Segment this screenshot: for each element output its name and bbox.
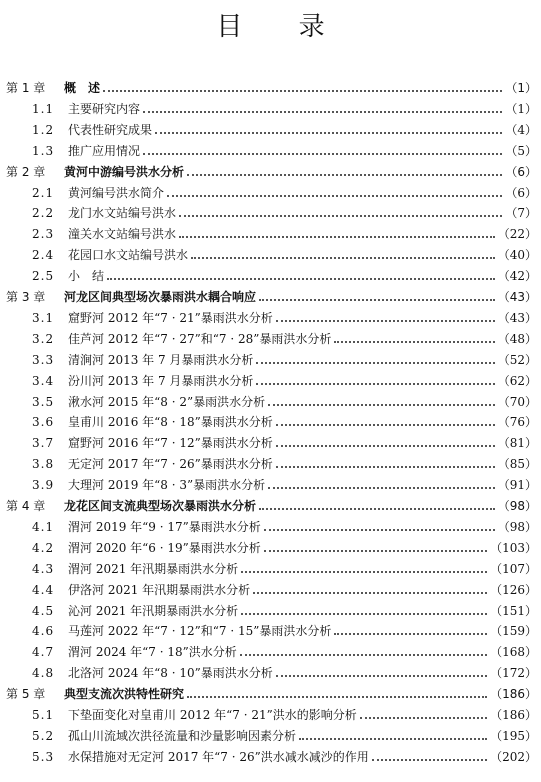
toc-page-number: （107） <box>490 561 537 576</box>
toc-section-row <box>0 747 541 768</box>
toc-section-row <box>0 350 541 371</box>
toc-entry-number: 3.5 <box>32 394 55 409</box>
dot-leader <box>155 131 502 134</box>
toc-entry-title: 渭河 2020 年“6 · 19”暴雨洪水分析 <box>68 540 261 555</box>
toc-page-number: （6） <box>505 185 537 200</box>
toc-entry-title: 河龙区间典型场次暴雨洪水耦合响应 <box>64 290 257 304</box>
toc-entry-number: 4.8 <box>32 666 55 681</box>
toc-entry-number: 3.2 <box>32 331 55 346</box>
toc-entry-number: 4.5 <box>32 603 55 618</box>
toc-page-number: （202） <box>490 749 537 764</box>
toc-entry-number: 3.4 <box>32 373 55 388</box>
toc-entry-number: 1.1 <box>32 101 55 116</box>
dot-leader <box>276 423 495 426</box>
toc-entry-title: 窟野河 2012 年“7 · 21”暴雨洪水分析 <box>68 310 273 325</box>
toc-section-row <box>0 559 541 580</box>
toc-section-row <box>0 580 541 601</box>
toc-entry-title: 代表性研究成果 <box>68 122 153 137</box>
toc-entry-title: 龙花区间支流典型场次暴雨洪水分析 <box>64 499 257 513</box>
toc-entry-title: 龙门水文站编号洪水 <box>68 206 177 221</box>
toc-page-number: （126） <box>490 582 537 597</box>
toc-entry-number: 5.1 <box>32 708 55 722</box>
dot-leader <box>253 591 487 594</box>
toc-chapter-row <box>0 162 541 183</box>
toc-entry-number: 2.5 <box>32 269 55 284</box>
dot-leader <box>241 570 487 573</box>
toc-chapter-row <box>0 684 541 705</box>
toc-entry-title: 潼关水文站编号洪水 <box>68 227 177 242</box>
toc-page-number: （43） <box>497 310 537 325</box>
toc-section-row <box>0 224 541 245</box>
toc-entry-number: 4.3 <box>32 561 55 576</box>
toc-entry-title: 马莲河 2022 年“7 · 12”和“7 · 15”暴雨洪水分析 <box>68 624 332 639</box>
dot-leader <box>103 89 502 92</box>
toc-chapter-row <box>0 78 541 99</box>
dot-leader <box>241 612 487 615</box>
toc-section-row <box>0 183 541 204</box>
toc-page-number: （91） <box>497 478 537 493</box>
dot-leader <box>334 340 494 343</box>
toc-page-number: （42） <box>497 269 537 284</box>
toc-entry-number: 4.4 <box>32 582 55 597</box>
page-title: 目 录 <box>216 12 349 42</box>
toc-entry-title: 花园口水文站编号洪水 <box>68 248 189 263</box>
toc-entry-title: 黄河编号洪水简介 <box>68 185 165 200</box>
toc-entry-title: 概 述 <box>64 81 101 95</box>
dot-leader <box>187 173 502 176</box>
toc-page-number: （103） <box>490 540 537 555</box>
toc-entry-number: 3.9 <box>32 478 55 493</box>
toc-entry-title: 黄河中游编号洪水分析 <box>64 164 185 179</box>
dot-leader <box>276 444 495 447</box>
toc-section-row <box>0 120 541 141</box>
toc-page-number: （76） <box>497 415 537 430</box>
dot-leader <box>259 298 495 301</box>
toc-entry-number: 1.3 <box>32 143 55 158</box>
toc-page-number: （186） <box>490 708 537 722</box>
toc-entry-title: 窟野河 2016 年“7 · 12”暴雨洪水分析 <box>68 436 273 451</box>
toc-section-row <box>0 412 541 433</box>
dot-leader <box>240 653 487 656</box>
toc-page-number: （1） <box>505 81 537 95</box>
toc-entry-number: 4.7 <box>32 645 55 660</box>
toc-entry-number: 2.3 <box>32 227 55 242</box>
toc-entry-title: 水保措施对无定河 2017 年“7 · 26”洪水减水减沙的作用 <box>68 749 369 764</box>
toc-entry-number: 3.1 <box>32 310 55 325</box>
dot-leader <box>179 214 502 217</box>
toc-page-number: （43） <box>497 290 537 304</box>
toc-section-row <box>0 663 541 684</box>
toc-entry-title: 下垫面变化对皇甫川 2012 年“7 · 21”洪水的影响分析 <box>68 708 357 722</box>
dot-leader <box>264 549 487 552</box>
toc-page-number: （22） <box>497 227 537 242</box>
toc-entry-number: 2.2 <box>32 206 55 221</box>
toc-entry-title: 孤山川流域次洪径流量和沙量影响因素分析 <box>68 728 297 743</box>
toc-entry-number: 第 4 章 <box>6 499 46 513</box>
toc-entry-number: 4.6 <box>32 624 55 639</box>
toc-entry-number: 5.3 <box>32 749 55 764</box>
toc-entry-number: 第 3 章 <box>6 290 46 304</box>
dot-leader <box>276 319 495 322</box>
toc-section-row <box>0 245 541 266</box>
toc-entry-number: 2.1 <box>32 185 55 200</box>
toc-page-number: （186） <box>490 687 537 702</box>
toc-section-row <box>0 726 541 747</box>
toc-page-number: （159） <box>490 624 537 639</box>
toc-entry-number: 1.2 <box>32 122 55 137</box>
dot-leader <box>107 277 495 280</box>
toc-entry-title: 湫水河 2015 年“8 · 2”暴雨洪水分析 <box>68 394 266 409</box>
toc-section-row <box>0 99 541 120</box>
toc-page-number: （4） <box>505 122 537 137</box>
toc-page-number: （70） <box>497 394 537 409</box>
toc-page-number: （151） <box>490 603 537 618</box>
toc-section-row <box>0 642 541 663</box>
toc-entry-number: 3.8 <box>32 457 55 472</box>
dot-leader <box>276 465 495 468</box>
dot-leader <box>191 256 495 259</box>
toc-page-number: （5） <box>505 143 537 158</box>
toc-entry-title: 主要研究内容 <box>68 101 141 116</box>
toc-entry-title: 汾川河 2013 年 7 月暴雨洪水分析 <box>68 373 254 388</box>
toc-entry-number: 4.1 <box>32 519 55 534</box>
dot-leader <box>143 110 502 113</box>
toc-entry-title: 佳芦河 2012 年“7 · 27”和“7 · 28”暴雨洪水分析 <box>68 331 332 346</box>
toc-section-row <box>0 203 541 224</box>
toc-entry-title: 沁河 2021 年汛期暴雨洪水分析 <box>68 603 239 618</box>
toc-page-number: （85） <box>497 457 537 472</box>
toc-section-row <box>0 329 541 350</box>
toc-section-row <box>0 621 541 642</box>
dot-leader <box>276 674 487 677</box>
toc-entry-title: 北洛河 2024 年“8 · 10”暴雨洪水分析 <box>68 666 273 681</box>
dot-leader <box>167 194 502 197</box>
toc-entry-title: 清涧河 2013 年 7 月暴雨洪水分析 <box>68 352 254 367</box>
toc-entry-number: 3.7 <box>32 436 55 451</box>
toc-page-number: （6） <box>505 164 537 179</box>
dot-leader <box>259 507 495 510</box>
toc-entry-title: 大理河 2019 年“8 · 3”暴雨洪水分析 <box>68 478 266 493</box>
toc-entry-number: 5.2 <box>32 728 55 743</box>
toc-entry-title: 渭河 2021 年汛期暴雨洪水分析 <box>68 561 239 576</box>
dot-leader <box>372 758 487 761</box>
toc-page-number: （81） <box>497 436 537 451</box>
dot-leader <box>299 737 487 740</box>
toc-entry-title: 渭河 2024 年“7 · 18”洪水分析 <box>68 645 237 660</box>
toc-section-row <box>0 475 541 496</box>
toc-section-row <box>0 705 541 726</box>
toc-page-number: （195） <box>490 728 537 743</box>
toc-section-row <box>0 392 541 413</box>
toc-entry-number: 第 1 章 <box>6 81 46 95</box>
toc-section-row <box>0 141 541 162</box>
toc-section-row <box>0 454 541 475</box>
dot-leader <box>268 403 495 406</box>
toc-entry-number: 3.6 <box>32 415 55 430</box>
toc-section-row <box>0 308 541 329</box>
dot-leader <box>187 695 487 698</box>
toc-entry-number: 4.2 <box>32 540 55 555</box>
toc-page-number: （7） <box>505 206 537 221</box>
toc-page-number: （62） <box>497 373 537 388</box>
toc-section-row <box>0 601 541 622</box>
toc-entry-title: 伊洛河 2021 年汛期暴雨洪水分析 <box>68 582 251 597</box>
toc-entry-title: 渭河 2019 年“9 · 17”暴雨洪水分析 <box>68 519 261 534</box>
toc-section-row <box>0 517 541 538</box>
toc-page-number: （172） <box>490 666 537 681</box>
toc-chapter-row <box>0 287 541 308</box>
toc-entry-number: 第 2 章 <box>6 164 46 179</box>
toc-entry-title: 小 结 <box>68 269 105 284</box>
dot-leader <box>268 486 495 489</box>
dot-leader <box>334 632 487 635</box>
toc-page-number: （98） <box>497 519 537 534</box>
toc-entry-title: 皇甫川 2016 年“8 · 18”暴雨洪水分析 <box>68 415 273 430</box>
toc-section-row <box>0 266 541 287</box>
toc-entry-title: 无定河 2017 年“7 · 26”暴雨洪水分析 <box>68 457 273 472</box>
dot-leader <box>143 152 502 155</box>
toc-page-number: （1） <box>505 101 537 116</box>
toc-chapter-row <box>0 496 541 517</box>
dot-leader <box>179 235 495 238</box>
dot-leader <box>360 716 487 719</box>
dot-leader <box>264 528 495 531</box>
toc-page-number: （52） <box>497 352 537 367</box>
toc-page-number: （48） <box>497 331 537 346</box>
toc-page-number: （98） <box>497 499 537 513</box>
toc-section-row <box>0 538 541 559</box>
toc-entry-number: 3.3 <box>32 352 55 367</box>
dot-leader <box>256 361 494 364</box>
toc-entry-number: 第 5 章 <box>6 687 46 702</box>
toc-entry-title: 推广应用情况 <box>68 143 141 158</box>
toc-section-row <box>0 371 541 392</box>
toc-entry-number: 2.4 <box>32 248 55 263</box>
toc-section-row <box>0 433 541 454</box>
toc-page-number: （168） <box>490 645 537 660</box>
dot-leader <box>256 382 494 385</box>
toc-entry-title: 典型支流次洪特性研究 <box>64 687 185 702</box>
toc-page-number: （40） <box>497 248 537 263</box>
